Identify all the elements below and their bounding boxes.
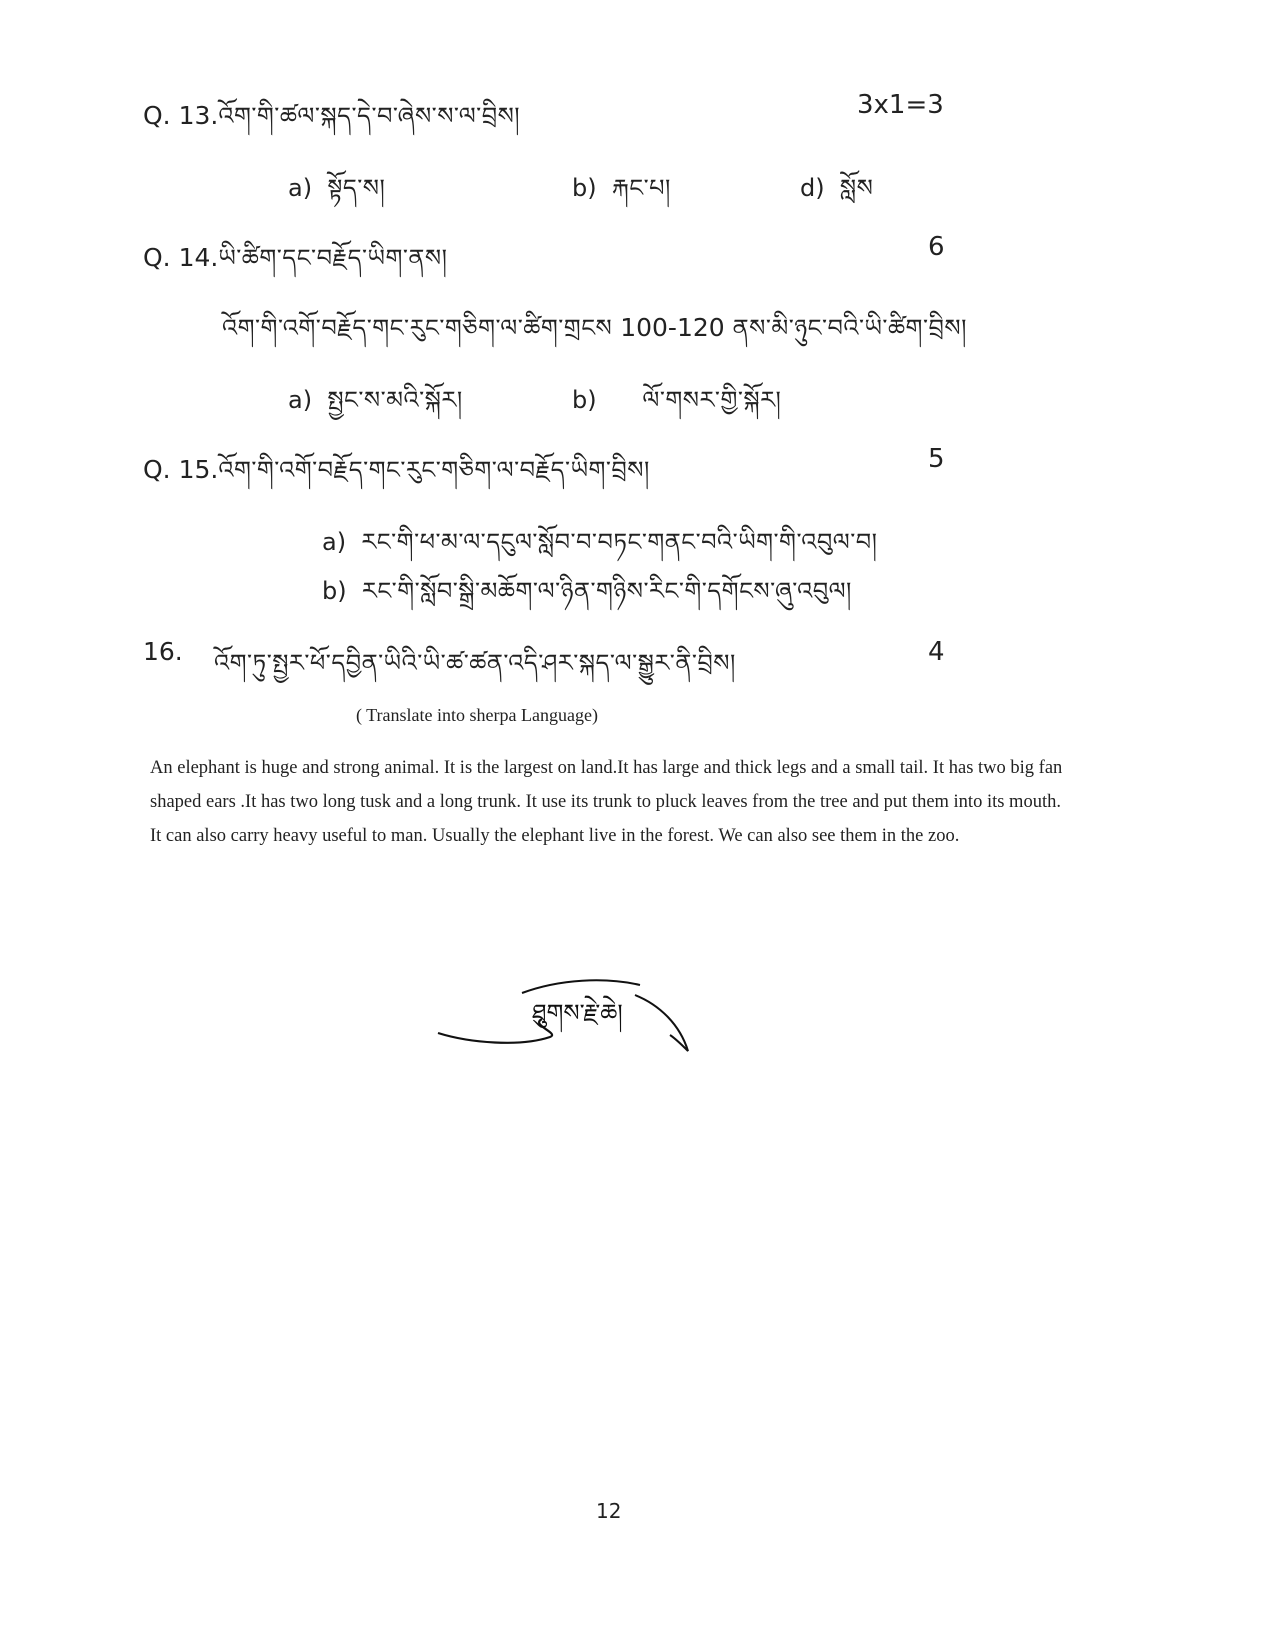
q15-heading xyxy=(143,444,650,511)
q16-marks: 4 xyxy=(928,637,945,667)
q16-label: 16. xyxy=(143,637,183,666)
page-number: 12 xyxy=(596,1499,622,1523)
signature xyxy=(430,975,710,1065)
q13-marks: 3x1=3 xyxy=(857,90,944,120)
q13-label: Q. 13. xyxy=(143,101,219,130)
signature-stroke xyxy=(430,975,710,1065)
q14-option-b: b) ལོ་གསར་གྱི་སྐོར། xyxy=(572,386,782,414)
passage-line: It can also carry heavy useful to man. Usually the elephant live in the forest. We can also see them in the zoo. xyxy=(150,826,960,846)
q13-option-d: d) སློས xyxy=(800,174,874,202)
q16-note: ( Translate into sherpa Language) xyxy=(356,705,598,725)
q15-option-b: b) རང་གི་སློབ་སྒྲི་མཆོག་ལ་ཉིན་གཉིས་རིང་གི་དགོངས་ཞུ་འབུལ། xyxy=(322,577,852,605)
q14-text: ཡི་ཚིག་དང་བརྗོད་ཡིག་ནས། xyxy=(218,244,448,272)
q13-option-b: b) རྐང་པ། xyxy=(572,174,671,202)
q14-heading xyxy=(143,232,447,299)
q15-label: Q. 15. xyxy=(143,455,219,484)
q15-marks: 5 xyxy=(928,444,945,474)
signature-text: ཐུགས་རྗེ་ཆེ། xyxy=(532,999,623,1027)
q14-label: Q. 14. xyxy=(143,243,219,272)
q13-heading xyxy=(143,90,520,157)
q15-option-a: a) རང་གི་ཕ་མ་ལ་དངུལ་སློབ་བ་བཏང་གནང་བའི་ཡིག་གི་འབུལ་བ། xyxy=(322,528,878,556)
q14-instruction: འོག་གི་འགོ་བརྗོད་གང་རུང་གཅིག་ལ་ཚིག་གྲངས 100-120 ནས་མི་ཉུང་བའི་ཡི་ཚིག་བྲིས། xyxy=(222,313,967,342)
q13-text: འོག་གི་ཚལ་སྐད་དེ་བ་ཞེས་ས་ལ་བྲིས། xyxy=(218,102,521,130)
q16-text: འོག་ཏུ་སྤྱར་ཕོ་དབྱིན་ཡིའི་ཡི་ཚ་ཚན་འདི་ཤར་སྐད་ལ་སྒྱུར་ནི་བྲིས། xyxy=(214,649,736,677)
q14-marks: 6 xyxy=(928,232,945,262)
q15-text: འོག་གི་འགོ་བརྗོད་གང་རུང་གཅིག་ལ་བརྗོད་ཡིག་བྲིས། xyxy=(218,456,650,484)
q14-option-a: a) སྤྱང་ས་མའི་སྐོར། xyxy=(288,386,463,414)
q13-option-a: a) སྟོད་ས། xyxy=(288,174,386,202)
q16-passage xyxy=(150,751,1150,853)
passage-line: An elephant is huge and strong animal. It is the largest on land.It has large and thick legs and a small tail. It has two big fan xyxy=(150,758,1063,778)
passage-line: shaped ears .It has two long tusk and a long trunk. It use its trunk to pluck leaves from the tree and put them into its mouth. xyxy=(150,792,1061,812)
